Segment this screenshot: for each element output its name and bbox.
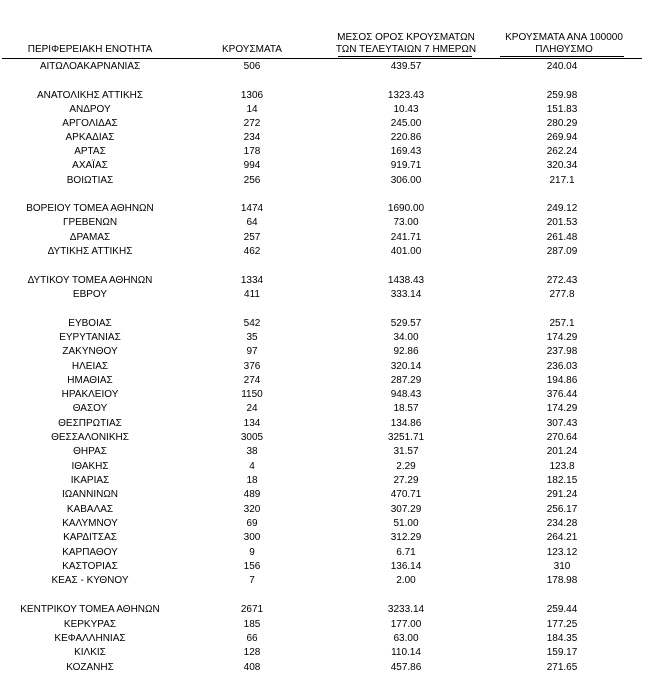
cases-cell: 128 (243, 647, 261, 658)
per-100000-cell: 123.8 (549, 461, 575, 472)
table-row (0, 417, 648, 431)
cases-cell: 542 (243, 318, 261, 329)
per-100000-cell: 201.53 (546, 217, 578, 228)
cases-cell: 256 (243, 175, 261, 186)
region-cell: ΑΙΤΩΛΟΑΚΑΡΝΑΝΙΑΣ (39, 61, 141, 72)
region-cell: ΙΩΑΝΝΙΝΩΝ (61, 489, 119, 500)
table-row (0, 288, 648, 302)
per-100000-cell: 271.65 (546, 662, 578, 673)
avg-cell: 6.71 (396, 547, 416, 558)
region-cell: ΘΗΡΑΣ (73, 446, 107, 457)
cases-cell: 4 (249, 461, 255, 472)
per-100000-cell: 310 (553, 561, 571, 572)
cases-cell: 9 (249, 547, 255, 558)
avg-cell: 51.00 (393, 518, 419, 529)
cases-cell: 156 (243, 561, 261, 572)
region-cell: ΚΙΛΚΙΣ (74, 647, 106, 658)
cases-cell: 272 (243, 118, 261, 129)
cases-cell: 1150 (241, 389, 263, 400)
avg-cell: 63.00 (393, 633, 419, 644)
cases-cell: 35 (246, 332, 258, 343)
per-100000-cell: 270.64 (546, 432, 578, 443)
cases-cell: 1474 (240, 203, 264, 214)
table-row (0, 374, 648, 388)
per-100000-cell: 261.48 (546, 232, 578, 243)
per-100000-cell: 269.94 (546, 132, 578, 143)
avg-cell: 1690.00 (387, 203, 425, 214)
header-avg-line1: ΜΕΣΟΣ ΟΡΟΣ ΚΡΟΥΣΜΑΤΩΝ (337, 32, 475, 43)
per-100000-cell: 123.12 (546, 547, 578, 558)
cases-cell: 257 (243, 232, 261, 243)
table-row (0, 661, 648, 675)
avg-cell: 439.57 (390, 61, 422, 72)
region-cell: ΚΑΣΤΟΡΙΑΣ (62, 561, 118, 572)
avg-cell: 31.57 (393, 446, 419, 457)
table-row (0, 646, 648, 660)
avg-cell: 401.00 (390, 246, 422, 257)
region-cell: ΗΡΑΚΛΕΙΟΥ (61, 389, 119, 400)
table-row (0, 202, 648, 216)
per-100000-cell: 272.43 (546, 275, 578, 286)
region-cell: ΒΟΙΩΤΙΑΣ (66, 175, 114, 186)
avg-cell: 320.14 (390, 361, 422, 372)
avg-cell: 241.71 (390, 232, 422, 243)
table-row (0, 402, 648, 416)
per-100000-cell: 264.21 (546, 532, 578, 543)
per-100000-cell: 291.24 (546, 489, 578, 500)
per-100000-cell: 320.34 (546, 160, 578, 171)
per-100000-cell: 259.98 (546, 90, 578, 101)
table-row (0, 603, 648, 617)
avg-cell: 470.71 (390, 489, 422, 500)
cases-cell: 1306 (240, 90, 264, 101)
avg-cell: 529.57 (390, 318, 422, 329)
cases-cell: 411 (244, 289, 260, 300)
per-100000-cell: 159.17 (546, 647, 578, 658)
avg-cell: 10.43 (393, 104, 419, 115)
region-cell: ΚΑΒΑΛΑΣ (66, 504, 114, 515)
header-7day-average (328, 32, 484, 56)
per-100000-cell: 240.04 (546, 61, 578, 72)
avg-cell: 306.00 (390, 175, 422, 186)
per-100000-cell: 177.25 (546, 619, 578, 630)
table-row (0, 174, 648, 188)
region-cell: ΔΡΑΜΑΣ (69, 232, 111, 243)
region-cell: ΕΥΒΟΙΑΣ (68, 318, 112, 329)
table-row (0, 131, 648, 145)
per-100000-cell: 287.09 (546, 246, 578, 257)
region-cell: ΑΡΤΑΣ (74, 146, 106, 157)
table-row (0, 231, 648, 245)
header-cases: ΚΡΟΥΣΜΑΤΑ (222, 44, 282, 55)
cases-cell: 69 (246, 518, 258, 529)
region-cell: ΙΘΑΚΗΣ (71, 461, 109, 472)
table-row (0, 360, 648, 374)
per-100000-cell: 234.28 (546, 518, 578, 529)
table-row (0, 245, 648, 259)
avg-cell: 333.14 (390, 289, 422, 300)
table-row (0, 216, 648, 230)
per-100000-cell: 307.43 (546, 418, 578, 429)
header-region: ΠΕΡΙΦΕΡΕΙΑΚΗ ΕΝΟΤΗΤΑ (27, 44, 153, 55)
region-cell: ΚΟΖΑΝΗΣ (66, 662, 114, 673)
header-avg-line2: ΤΩΝ ΤΕΛΕΥΤΑΙΩΝ 7 ΗΜΕΡΩΝ (335, 44, 477, 55)
cases-cell: 994 (243, 160, 261, 171)
table-row (0, 117, 648, 131)
cases-cell: 234 (243, 132, 261, 143)
header-per-line1: ΚΡΟΥΣΜΑΤΑ ΑΝΑ 100000 (505, 32, 623, 43)
table-row (0, 431, 648, 445)
region-cell: ΚΑΛΥΜΝΟΥ (62, 518, 118, 529)
region-cell: ΓΡΕΒΕΝΩΝ (62, 217, 118, 228)
region-cell: ΑΝΑΤΟΛΙΚΗΣ ΑΤΤΙΚΗΣ (36, 90, 144, 101)
table-row (0, 103, 648, 117)
table-row (0, 488, 648, 502)
cases-cell: 185 (243, 619, 261, 630)
per-100000-cell: 151.83 (546, 104, 578, 115)
header-rule (2, 58, 642, 59)
per-100000-cell: 257.1 (549, 318, 575, 329)
avg-cell: 2.00 (396, 575, 416, 586)
avg-cell: 287.29 (390, 375, 422, 386)
per-100000-cell: 280.29 (546, 118, 578, 129)
region-cell: ΚΑΡΔΙΤΣΑΣ (63, 532, 117, 543)
per-100000-cell: 182.15 (546, 475, 578, 486)
avg-cell: 245.00 (390, 118, 422, 129)
per-header-underline (500, 56, 624, 57)
avg-cell: 177.00 (390, 619, 422, 630)
cases-cell: 178 (243, 146, 261, 157)
avg-cell: 169.43 (390, 146, 422, 157)
cases-cell: 506 (243, 61, 261, 72)
per-100000-cell: 201.24 (546, 446, 578, 457)
table-row (0, 388, 648, 402)
table-row (0, 89, 648, 103)
avg-cell: 312.29 (390, 532, 422, 543)
avg-cell: 110.14 (391, 647, 421, 658)
avg-cell: 34.00 (393, 332, 419, 343)
avg-cell: 27.29 (393, 475, 419, 486)
region-cell: ΑΡΓΟΛΙΔΑΣ (62, 118, 118, 129)
avg-cell: 3251.71 (387, 432, 425, 443)
cases-cell: 2671 (240, 604, 264, 615)
per-100000-cell: 262.24 (546, 146, 578, 157)
table-row (0, 503, 648, 517)
cases-cell: 134 (243, 418, 261, 429)
avg-cell: 307.29 (390, 504, 422, 515)
per-100000-cell: 236.03 (546, 361, 578, 372)
avg-cell: 18.57 (393, 403, 419, 414)
header-per-line2: ΠΛΗΘΥΣΜΟ (535, 44, 593, 55)
per-100000-cell: 256.17 (546, 504, 578, 515)
cases-cell: 300 (243, 532, 261, 543)
avg-cell: 1438.43 (387, 275, 425, 286)
region-cell: ΚΑΡΠΑΘΟΥ (62, 547, 118, 558)
region-cell: ΘΕΣΣΑΛΟΝΙΚΗΣ (51, 432, 129, 443)
region-cell: ΚΕΑΣ - ΚΥΘΝΟΥ (51, 575, 129, 586)
per-100000-cell: 277.8 (549, 289, 575, 300)
region-cell: ΑΡΚΑΔΙΑΣ (65, 132, 115, 143)
cases-cell: 24 (246, 403, 258, 414)
avg-cell: 919.71 (390, 160, 422, 171)
cases-cell: 64 (246, 217, 258, 228)
region-cell: ΘΕΣΠΡΩΤΙΑΣ (58, 418, 122, 429)
table-row (0, 60, 648, 74)
table-row (0, 460, 648, 474)
avg-cell: 92.86 (393, 346, 419, 357)
cases-cell: 3005 (240, 432, 264, 443)
per-100000-cell: 178.98 (546, 575, 578, 586)
table-row (0, 517, 648, 531)
per-100000-cell: 184.35 (546, 633, 578, 644)
cases-cell: 274 (243, 375, 261, 386)
table-row (0, 345, 648, 359)
cases-cell: 408 (243, 662, 261, 673)
per-100000-cell: 249.12 (546, 203, 578, 214)
avg-cell: 136.14 (390, 561, 422, 572)
cases-cell: 14 (246, 104, 258, 115)
cases-cell: 97 (246, 346, 258, 357)
avg-cell: 73.00 (393, 217, 419, 228)
table-row (0, 145, 648, 159)
cases-cell: 66 (246, 633, 258, 644)
avg-cell: 2.29 (396, 461, 416, 472)
cases-cell: 1334 (240, 275, 264, 286)
region-cell: ΖΑΚΥΝΘΟΥ (62, 346, 118, 357)
cases-cell: 18 (246, 475, 258, 486)
table-row (0, 560, 648, 574)
avg-header-underline (338, 56, 472, 57)
table-row (0, 474, 648, 488)
region-cell: ΑΝΔΡΟΥ (69, 104, 111, 115)
table-row (0, 331, 648, 345)
region-cell: ΘΑΣΟΥ (72, 403, 108, 414)
avg-cell: 220.86 (390, 132, 422, 143)
region-cell: ΗΜΑΘΙΑΣ (67, 375, 113, 386)
table-row (0, 274, 648, 288)
per-100000-cell: 194.86 (546, 375, 578, 386)
region-cell: ΚΕΦΑΛΛΗΝΙΑΣ (54, 633, 126, 644)
region-cell: ΒΟΡΕΙΟΥ ΤΟΜΕΑ ΑΘΗΝΩΝ (26, 203, 154, 214)
region-cell: ΙΚΑΡΙΑΣ (70, 475, 110, 486)
cases-cell: 489 (243, 489, 261, 500)
table-row (0, 618, 648, 632)
cases-cell: 7 (249, 575, 255, 586)
table-row (0, 159, 648, 173)
avg-cell: 3233.14 (387, 604, 425, 615)
region-cell: ΚΕΡΚΥΡΑΣ (63, 619, 117, 630)
table-row (0, 546, 648, 560)
avg-cell: 134.86 (390, 418, 422, 429)
region-cell: ΕΥΡΥΤΑΝΙΑΣ (59, 332, 121, 343)
cases-cell: 376 (243, 361, 261, 372)
cases-cell: 38 (246, 446, 258, 457)
per-100000-cell: 174.29 (546, 403, 578, 414)
region-cell: ΔΥΤΙΚΗΣ ΑΤΤΙΚΗΣ (47, 246, 133, 257)
cases-cell: 320 (243, 504, 261, 515)
per-100000-cell: 376.44 (546, 389, 578, 400)
region-cell: ΔΥΤΙΚΟΥ ΤΟΜΕΑ ΑΘΗΝΩΝ (27, 275, 153, 286)
cases-cell: 462 (243, 246, 261, 257)
region-cell: ΕΒΡΟΥ (72, 289, 108, 300)
region-cell: ΑΧΑΪΑΣ (72, 160, 108, 171)
avg-cell: 457.86 (390, 662, 422, 673)
table-row (0, 531, 648, 545)
table-row (0, 632, 648, 646)
per-100000-cell: 237.98 (546, 346, 578, 357)
table-row (0, 445, 648, 459)
header-cases-per-100000 (484, 32, 644, 56)
per-100000-cell: 174.29 (546, 332, 578, 343)
region-cell: ΗΛΕΙΑΣ (71, 361, 109, 372)
table-row (0, 574, 648, 588)
region-cell: ΚΕΝΤΡΙΚΟΥ ΤΟΜΕΑ ΑΘΗΝΩΝ (20, 604, 160, 615)
table-row (0, 317, 648, 331)
per-100000-cell: 259.44 (546, 604, 578, 615)
avg-cell: 1323.43 (387, 90, 425, 101)
per-100000-cell: 217.1 (549, 175, 575, 186)
avg-cell: 948.43 (390, 389, 422, 400)
